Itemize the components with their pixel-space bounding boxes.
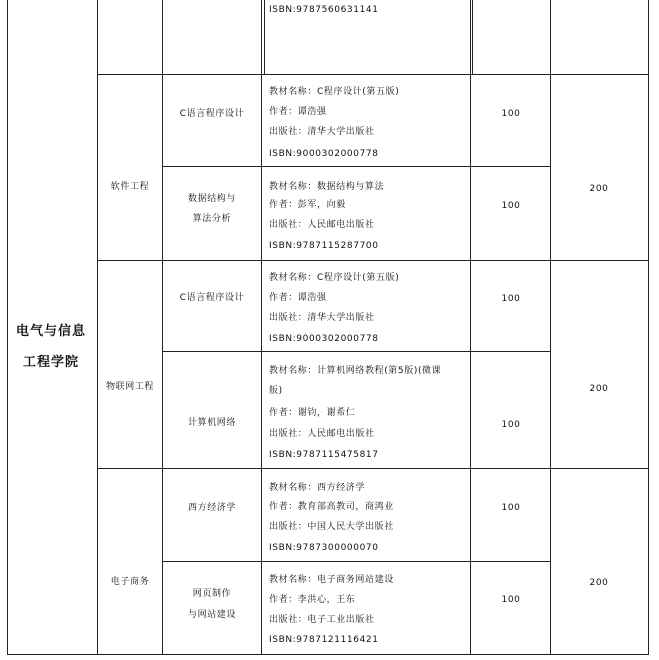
book-title-cont: 版) (269, 386, 283, 396)
grid-line (470, 0, 471, 655)
course-qty: 100 (501, 109, 521, 119)
major-total: 200 (589, 578, 609, 588)
book-publisher: 出版社：人民邮电出版社 (269, 429, 375, 439)
major-total: 200 (589, 384, 609, 394)
book-title: 教材名称：C程序设计(第五版) (269, 87, 400, 97)
course-name: 网页制作 (192, 589, 232, 599)
book-title: 教材名称：西方经济学 (269, 483, 366, 493)
grid-line (162, 561, 551, 562)
college-name-line1: 电气与信息 (15, 324, 87, 339)
course-qty: 100 (501, 595, 521, 605)
grid-line (162, 0, 163, 655)
major-total: 200 (589, 184, 609, 194)
book-isbn: ISBN:9787121116421 (269, 635, 379, 645)
major-name: 软件工程 (110, 182, 150, 192)
grid-line (648, 0, 649, 655)
grid-line (261, 0, 262, 655)
book-publisher: 出版社：清华大学出版社 (269, 127, 375, 137)
grid-line (550, 0, 551, 655)
book-isbn: ISBN:9000302000778 (269, 149, 379, 159)
course-qty: 100 (501, 503, 521, 513)
book-author: 作者：谭浩强 (269, 293, 327, 303)
book-isbn: ISBN:9000302000778 (269, 334, 379, 344)
course-name: C语言程序设计 (179, 293, 245, 303)
book-publisher: 出版社：中国人民大学出版社 (269, 522, 394, 532)
book-title: 教材名称：数据结构与算法 (269, 182, 385, 192)
book-isbn: ISBN:9787300000070 (269, 543, 379, 553)
book-author: 作者：彭军，向毅 (269, 200, 346, 210)
course-qty: 100 (501, 201, 521, 211)
book-author: 作者：谭浩强 (269, 107, 327, 117)
book-title: 教材名称：电子商务网站建设 (269, 575, 394, 585)
course-name: 计算机网络 (187, 418, 237, 428)
major-name: 物联网工程 (105, 382, 155, 392)
book-author: 作者：谢钧，谢希仁 (269, 408, 356, 418)
grid-line (162, 351, 551, 352)
course-name: 算法分析 (192, 214, 232, 224)
course-name: 西方经济学 (187, 503, 237, 513)
grid-line (264, 0, 265, 75)
book-author: 作者：教育部高教司，商鸿业 (269, 502, 394, 512)
college-name-line2: 工程学院 (22, 355, 80, 370)
grid-line (7, 0, 8, 655)
grid-line (7, 654, 649, 655)
book-publisher: 出版社：电子工业出版社 (269, 615, 375, 625)
major-name: 电子商务 (110, 577, 150, 587)
isbn-text: ISBN:9787560631141 (269, 5, 379, 15)
course-qty: 100 (501, 420, 521, 430)
course-qty: 100 (501, 294, 521, 304)
book-isbn: ISBN:9787115287700 (269, 241, 379, 251)
grid-line (472, 0, 473, 75)
grid-line (97, 260, 649, 261)
grid-line (97, 0, 98, 655)
book-title: 教材名称：计算机网络教程(第5版)(微课 (269, 366, 442, 376)
course-name: 数据结构与 (187, 194, 237, 204)
book-author: 作者：李洪心，王东 (269, 595, 356, 605)
course-name: 与网站建设 (187, 610, 237, 620)
grid-line (97, 468, 649, 469)
course-name: C语言程序设计 (179, 109, 245, 119)
book-title: 教材名称：C程序设计(第五版) (269, 273, 400, 283)
book-publisher: 出版社：清华大学出版社 (269, 313, 375, 323)
book-publisher: 出版社：人民邮电出版社 (269, 220, 375, 230)
book-isbn: ISBN:9787115475817 (269, 450, 379, 460)
grid-line (97, 74, 649, 75)
grid-line (162, 166, 551, 167)
